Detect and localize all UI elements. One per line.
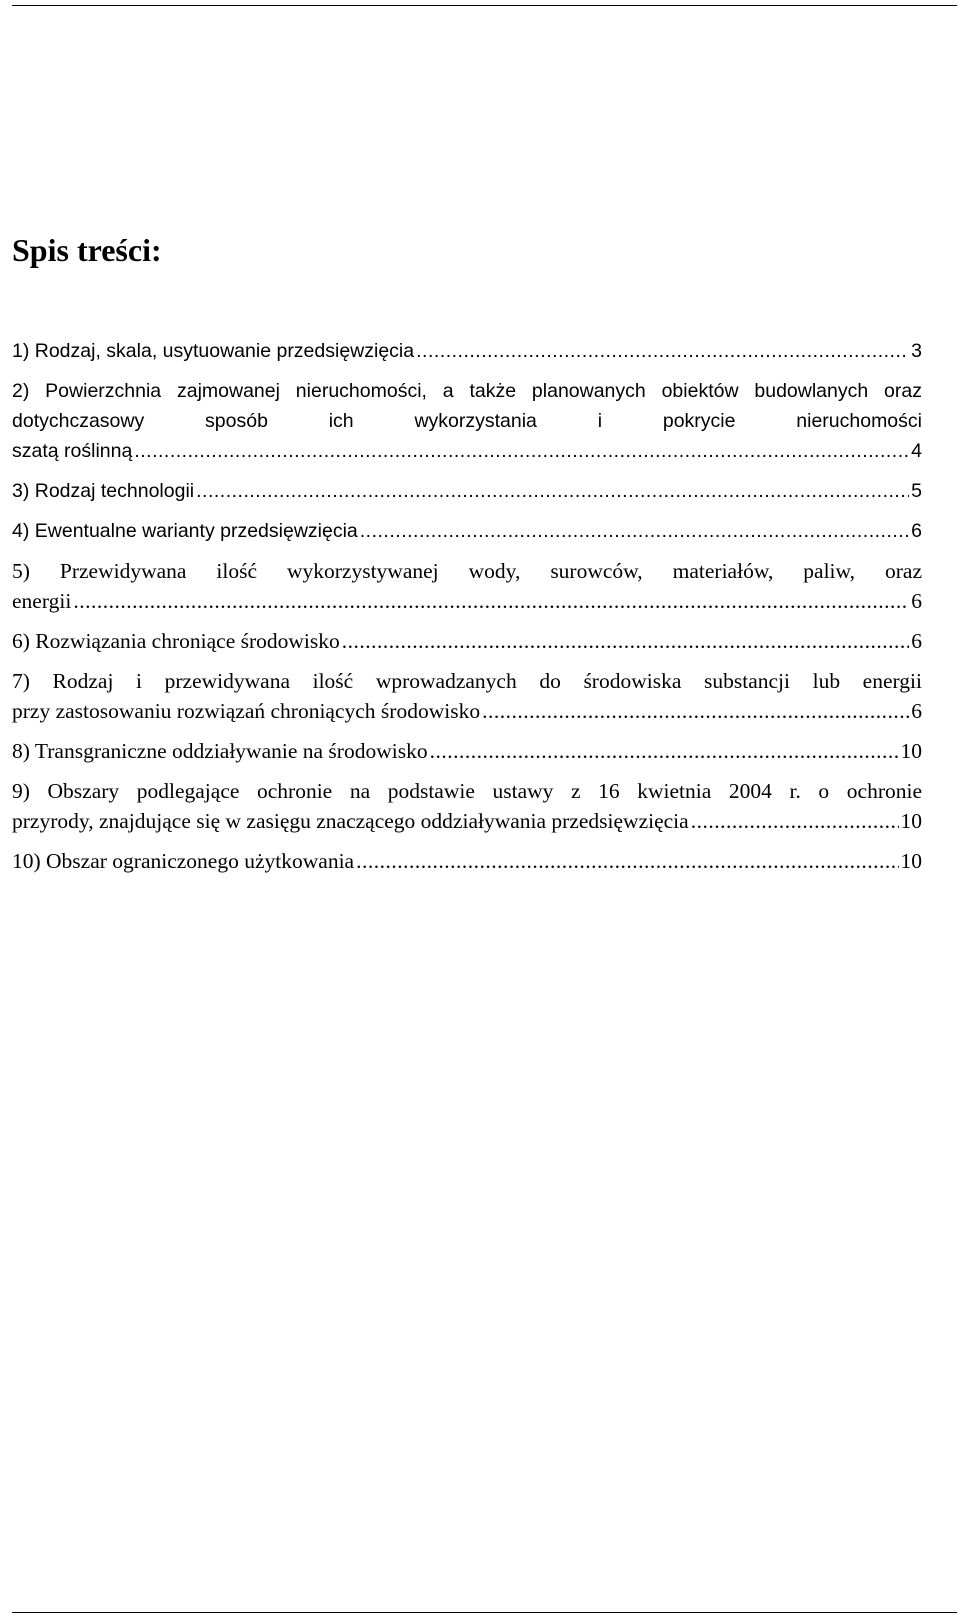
toc-entry-title: szatą roślinną	[12, 440, 133, 462]
dot-leader	[342, 626, 909, 656]
toc-entry[interactable]	[12, 556, 922, 616]
toc-entry-line	[12, 626, 922, 656]
toc-entry-line	[12, 476, 922, 506]
toc-entry-title: 3) Rodzaj technologii	[12, 480, 195, 502]
toc-page-number: 10	[900, 739, 922, 763]
dot-leader	[134, 436, 909, 466]
toc-entry[interactable]	[12, 626, 922, 656]
toc-entry-title: 8) Transgraniczne oddziaływanie na środowisko	[12, 739, 428, 763]
toc-page-number: 5	[911, 480, 922, 502]
dot-leader	[416, 336, 909, 366]
toc-entry[interactable]	[12, 736, 922, 766]
toc-entry-line	[12, 436, 922, 466]
toc-page-number: 6	[911, 699, 922, 723]
dot-leader	[430, 736, 899, 766]
toc-entry[interactable]	[12, 336, 922, 366]
toc-entry[interactable]	[12, 476, 922, 506]
toc-entry-title: 1) Rodzaj, skala, usytuowanie przedsięwzięcia	[12, 340, 415, 362]
toc-entry-title: przyrody, znajdujące się w zasięgu znaczącego oddziaływania przedsięwzięcia	[12, 809, 689, 833]
toc-entry-line	[12, 806, 922, 836]
dot-leader	[196, 476, 909, 506]
dot-leader	[356, 846, 898, 876]
toc-page-number: 6	[911, 520, 922, 542]
toc-entry[interactable]	[12, 516, 922, 546]
toc-entry-title: energii	[12, 589, 72, 613]
dot-leader	[691, 806, 899, 836]
toc-entry[interactable]	[12, 376, 922, 466]
dot-leader	[73, 586, 909, 616]
toc-entry-text: 2) Powierzchnia zajmowanej nieruchomości, a także planowanych obiektów budowlanych oraz dotychczasowy sposób ich wykorzystania i pokrycie nieruchomości	[12, 380, 922, 432]
toc-entry-title: 4) Ewentualne warianty przedsięwzięcia	[12, 520, 358, 542]
toc-entry-text: 7) Rodzaj i przewidywana ilość wprowadzanych do środowiska substancji lub energii	[12, 669, 922, 693]
toc-page-number: 10	[900, 849, 922, 873]
toc-entry-text: 5) Przewidywana ilość wykorzystywanej wody, surowców, materiałów, paliw, oraz	[12, 559, 922, 583]
toc-entry-title: 10) Obszar ograniczonego użytkowania	[12, 849, 355, 873]
toc-page-number: 6	[911, 629, 922, 653]
toc-page-number: 10	[900, 809, 922, 833]
toc-page-number: 3	[911, 340, 922, 362]
toc-entry-line	[12, 696, 922, 726]
toc-entry-line	[12, 336, 922, 366]
toc-page-number: 4	[911, 440, 922, 462]
toc-entry[interactable]	[12, 776, 922, 836]
top-rule	[12, 5, 957, 6]
toc-entry-line	[12, 586, 922, 616]
bottom-rule	[12, 1612, 957, 1613]
toc-entry-line	[12, 846, 922, 876]
toc-entry-title: 6) Rozwiązania chroniące środowisko	[12, 629, 340, 653]
dot-leader	[482, 696, 909, 726]
toc-entry-line	[12, 516, 922, 546]
toc-entry[interactable]	[12, 846, 922, 876]
toc-heading: Spis treści:	[12, 232, 162, 268]
toc-entry[interactable]	[12, 666, 922, 726]
table-of-contents	[12, 336, 922, 886]
dot-leader	[360, 516, 909, 546]
toc-entry-text: 9) Obszary podlegające ochronie na podstawie ustawy z 16 kwietnia 2004 r. o ochronie	[12, 779, 922, 803]
toc-entry-line	[12, 736, 922, 766]
toc-entry-title: przy zastosowaniu rozwiązań chroniących środowisko	[12, 699, 481, 723]
toc-page-number: 6	[911, 589, 922, 613]
